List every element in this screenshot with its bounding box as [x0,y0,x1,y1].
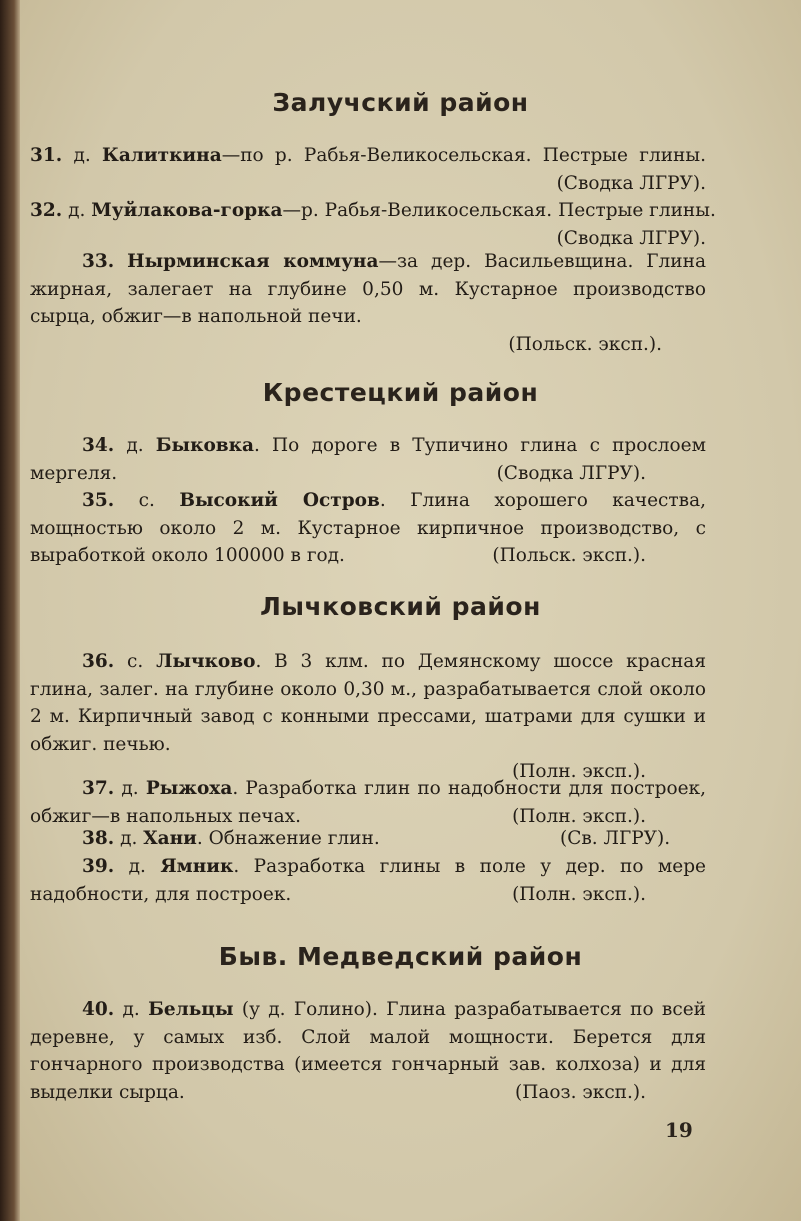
entry-name: Высокий Остров [179,490,380,511]
entry-number: 39. [82,856,115,877]
entry-source: (Сводка ЛГРУ). [556,172,706,194]
entry-name: Ямник [160,856,234,877]
entry-prefix: с. [127,651,144,672]
entry-number: 33. [82,251,115,272]
entry-source: (Паоз. эксп.). [515,1081,646,1103]
entry-text: . В 3 клм. по Демянскому шоссе красная глина, залег. на глубине около 0,30 м., разрабатывается слой около 2 м. Кирпичный завод с конными прессами, шатрами для сушки и обжиг. печью. [30,651,707,755]
entry-name: Калиткина [102,145,222,166]
entry-prefix: д. [126,435,144,456]
entry-source: (Полн. эксп.). [512,805,646,827]
entry-prefix: д. [73,145,91,166]
entry-31 [30,142,706,197]
entry-32 [30,197,716,252]
entry-38 [30,825,706,853]
entry-text: —за дер. Васильевщина. Глина жирная, залегает на глубине 0,50 м. Кустарное производство сырца, обжиг—в напольной печи. [30,251,706,327]
entry-name: Быковка [155,435,255,456]
entry-number: 32. [30,200,63,221]
entry-34 [30,432,706,487]
page-number: 19 [665,1118,693,1142]
entry-prefix: д. [128,856,146,877]
entry-text: . Разработка глин по надобности для построек, обжиг—в напольных печах. [30,778,706,827]
entry-text: (у д. Голино). Глина разрабатывается по всей деревне, у самых изб. Слой малой мощности. Берется для гончарного производства (имеется гончарный зав. колхоза) и для выделки сырца. [30,999,706,1103]
entry-source: (Полн. эксп.). [512,761,646,782]
section-title-medvedsky: Быв. Медведский район [218,942,583,971]
entry-source: (Польск. эксп.). [492,545,646,566]
entry-number: 31. [30,145,63,166]
entry-source: (Сводка ЛГРУ). [556,227,706,249]
entry-text: . По дороге в Тупичино глина с прослоем мергеля. [30,435,706,484]
entry-text: —по р. Рабья-Великосельская. Пестрые глины. [221,145,706,166]
entry-36 [30,648,706,786]
entry-37 [30,775,706,830]
entry-text: —р. Рабья-Великосельская. Пестрые глины. [282,200,716,221]
entry-number: 34. [82,435,115,456]
entry-text: . Разработка глины в поле у дер. по мере надобности, для построек. [30,856,706,905]
entry-prefix: с. [138,490,155,511]
entry-number: 37. [82,778,115,799]
entry-name: Лычково [156,651,256,672]
entry-39 [30,853,706,908]
entry-text: . Обнажение глин. [196,828,380,849]
section-title-lychkovsky: Лычковский район [260,592,541,621]
entry-number: 40. [82,999,115,1020]
entry-prefix: д. [68,200,86,221]
entry-prefix: д. [120,828,138,849]
entry-40 [30,996,706,1106]
entry-name: Бельцы [148,999,234,1020]
entry-number: 35. [82,490,115,511]
entry-source: (Св. ЛГРУ). [560,828,671,849]
entry-33 [30,248,706,358]
entry-name: Нырминская коммуна [127,251,379,272]
entry-source: (Сводка ЛГРУ). [496,462,646,484]
section-title-krestetsky: Крестецкий район [262,378,539,407]
entry-name: Муйлакова-горка [91,200,283,221]
entry-number: 36. [82,651,115,672]
entry-text: . Глина хорошего качества, мощностью около 2 м. Кустарное кирпичное производство, с выработкой около 100000 в год. [30,490,706,566]
entry-number: 38. [82,828,115,849]
entry-name: Рыжоха [145,778,233,799]
entry-35 [30,487,706,570]
entry-source: (Полн. эксп.). [512,883,646,905]
entry-prefix: д. [121,778,139,799]
entry-source: (Польск. эксп.). [508,333,662,355]
entry-name: Хани [143,828,197,849]
section-title-zaluchsky: Залучский район [272,88,529,117]
entry-prefix: д. [122,999,140,1020]
